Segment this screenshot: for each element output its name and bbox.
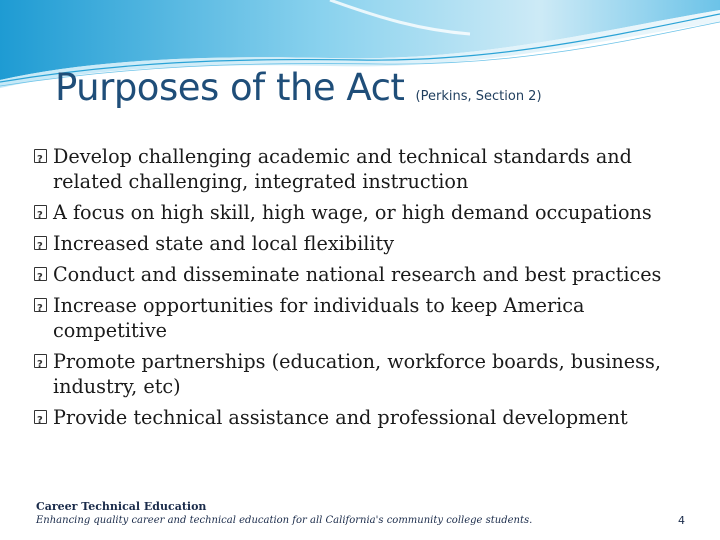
page-number: 4 <box>678 514 685 527</box>
bullet-text: Conduct and disseminate national research and best practices <box>53 263 662 286</box>
bullet-text: Develop challenging academic and technical standards and related challenging, integrated instruction <box>53 145 632 193</box>
slide-title <box>55 66 542 109</box>
bullet-text: Promote partnerships (education, workforce boards, business, industry, etc) <box>53 350 661 398</box>
box-question-icon <box>34 149 47 163</box>
bullet-list <box>33 144 693 436</box>
box-question-icon <box>34 410 47 424</box>
bullet-text: Provide technical assistance and professional development <box>53 406 628 429</box>
footer-organization: Career Technical Education <box>36 500 207 513</box>
box-question-icon <box>34 267 47 281</box>
bullet-text: Increased state and local flexibility <box>53 232 395 255</box>
box-question-icon <box>34 205 47 219</box>
title-text: Purposes of the Act <box>55 66 405 109</box>
bullet-item <box>33 231 693 256</box>
bullet-item <box>33 200 693 225</box>
box-question-icon <box>34 298 47 312</box>
bullet-item <box>33 144 693 194</box>
bullet-text: Increase opportunities for individuals to keep America competitive <box>53 294 585 342</box>
bullet-item <box>33 405 693 430</box>
bullet-item <box>33 262 693 287</box>
box-question-icon <box>34 354 47 368</box>
bullet-item <box>33 349 693 399</box>
bullet-text: A focus on high skill, high wage, or high demand occupations <box>53 201 652 224</box>
title-note: (Perkins, Section 2) <box>415 89 542 104</box>
bullet-item <box>33 293 693 343</box>
box-question-icon <box>34 236 47 250</box>
footer-tagline: Enhancing quality career and technical education for all California's community college students. <box>36 515 533 526</box>
